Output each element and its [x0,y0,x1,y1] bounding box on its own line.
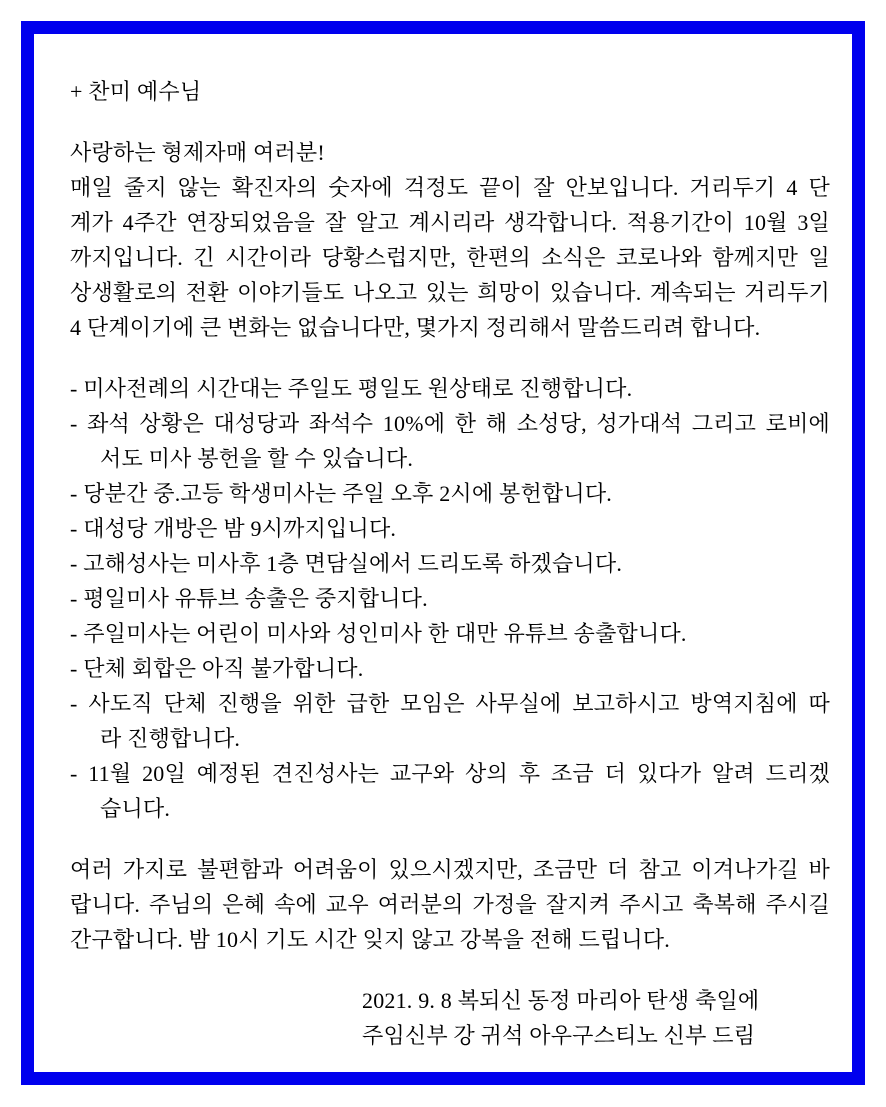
letter-content [34,34,852,1053]
notice-line: - 주일미사는 어린이 미사와 성인미사 한 대만 유튜브 송출합니다. [70,621,687,646]
intro-paragraph [70,170,830,345]
spacer [70,345,830,371]
notice-line: - 고해성사는 미사후 1층 면담실에서 드리도록 하겠습니다. [70,551,623,576]
spacer [70,109,830,135]
closing-text-line: 랍니다. 주님의 은혜 속에 교우 여러분의 가정을 잘지켜 주시고 축복해 주시길 [70,892,830,917]
closing-text-line: 간구합니다. 밤 10시 기도 시간 잊지 않고 강복을 전해 드립니다. [70,927,670,952]
notice-line: - 단체 회합은 아직 불가합니다. [70,656,364,681]
signature-signer-line: 주임신부 강 귀석 아우구스티노 신부 드림 [362,1023,756,1048]
signature-block [362,983,830,1053]
intro-text-line: 4 단계이기에 큰 변화는 없습니다만, 몇가지 정리해서 말씀드리려 합니다. [70,315,761,340]
notice-list [70,371,830,826]
closing-paragraph [70,852,830,957]
notice-line: - 당분간 중.고등 학생미사는 주일 오후 2시에 봉헌합니다. [70,481,612,506]
intro-text-line: 상생활로의 전환 이야기들도 나오고 있는 희망이 있습니다. 계속되는 거리두기 [70,280,830,305]
intro-text-line: 매일 줄지 않는 확진자의 숫자에 걱정도 끝이 잘 안보입니다. 거리두기 4 단 [70,175,830,200]
salutation: 사랑하는 형제자매 여러분! [70,140,325,165]
spacer [70,826,830,852]
blue-border-frame [21,21,865,1085]
notice-line: - 좌석 상황은 대성당과 좌석수 10%에 한 해 소성당, 성가대석 그리고 로비에 [70,411,830,436]
signature-date-line: 2021. 9. 8 복되신 동정 마리아 탄생 축일에 [362,988,760,1013]
notice-line: - 11월 20일 예정된 견진성사는 교구와 상의 후 조금 더 있다가 알려 드리겠 [70,761,830,786]
notice-line: 서도 미사 봉헌을 할 수 있습니다. [100,446,414,471]
notice-line: - 평일미사 유튜브 송출은 중지합니다. [70,586,428,611]
notice-line: - 사도직 단체 진행을 위한 급한 모임은 사무실에 보고하시고 방역지침에 따 [70,691,830,716]
notice-line: - 미사전례의 시간대는 주일도 평일도 원상태로 진행합니다. [70,376,633,401]
closing-text-line: 여러 가지로 불편함과 어려움이 있으시겠지만, 조금만 더 참고 이겨나가길 바 [70,857,830,882]
notice-line: - 대성당 개방은 밤 9시까지입니다. [70,516,397,541]
intro-text-line: 계가 4주간 연장되었음을 잘 알고 계시리라 생각합니다. 적용기간이 10월 3일 [70,210,830,235]
intro-text-line: 까지입니다. 긴 시간이라 당황스럽지만, 한편의 소식은 코로나와 함께지만 일 [70,245,830,270]
notice-line: 라 진행합니다. [100,726,241,751]
spacer [70,957,830,983]
notice-line: 습니다. [100,796,171,821]
greeting: + 찬미 예수님 [70,79,202,104]
